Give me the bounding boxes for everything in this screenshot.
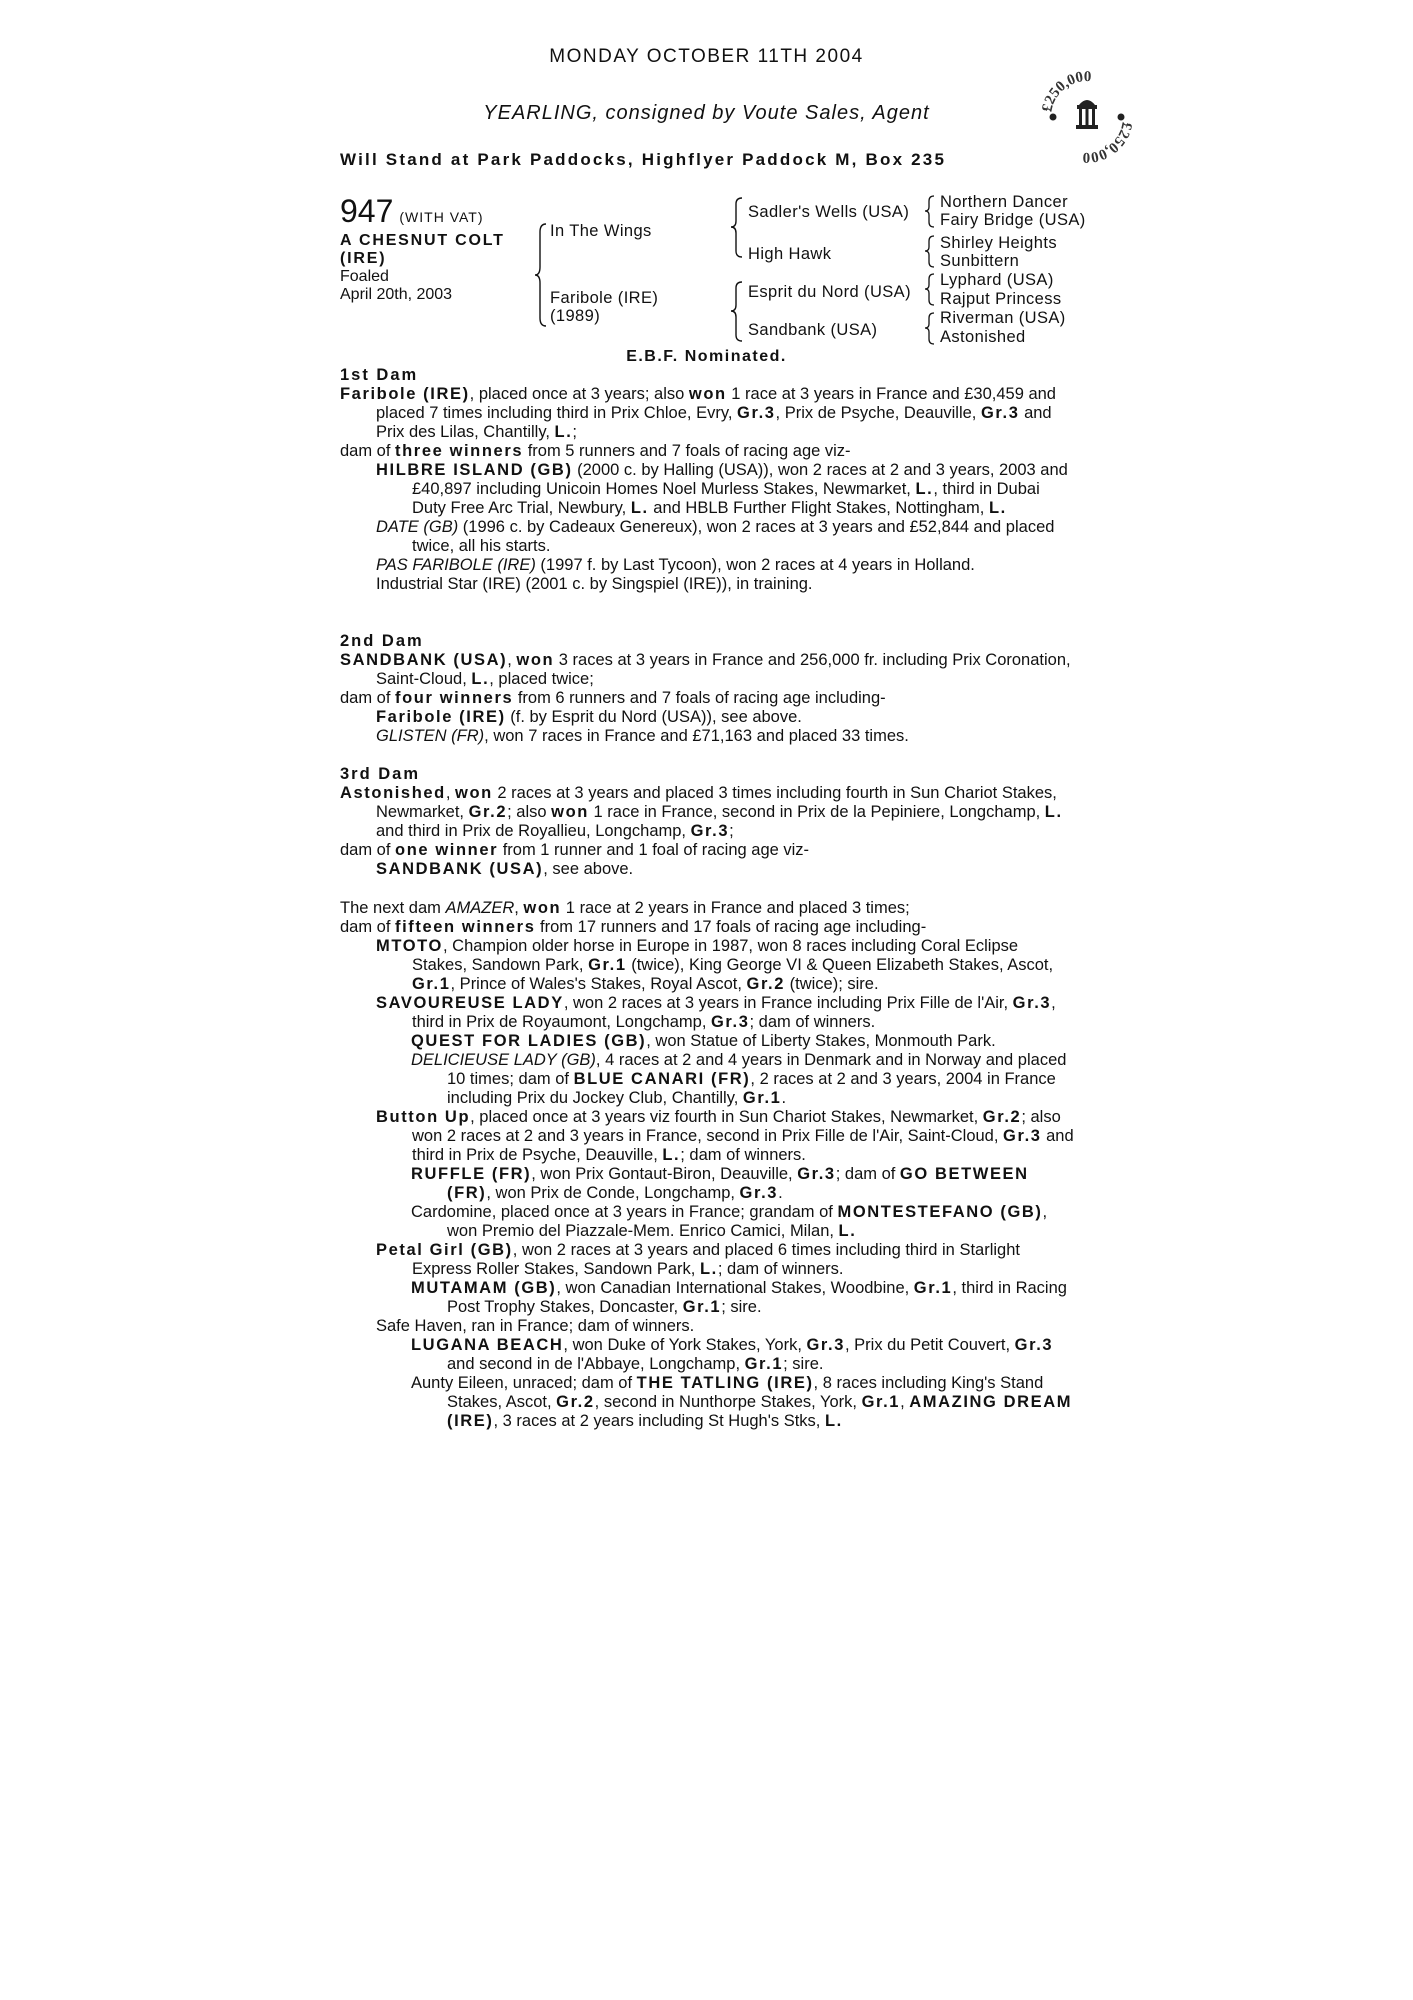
text-run: (twice), King George VI & Queen Elizabeth Stakes, Ascot, <box>626 956 1054 974</box>
text-run: dam of <box>340 442 396 460</box>
text-run: 1 race at 2 years in France and placed 3 times; <box>561 899 910 917</box>
text-run: Gr.1 <box>861 1393 901 1411</box>
text-run: , <box>507 651 517 669</box>
text-run: Astonished <box>340 784 446 802</box>
text-run: Gr.3 <box>1012 994 1052 1012</box>
text-run: , 3 races at 2 years including St Hugh's Stks, <box>493 1412 825 1430</box>
text-run: , Prince of Wales's Stakes, Royal Ascot, <box>450 975 747 993</box>
text-run: ; dam of winners. <box>749 1013 876 1031</box>
text-run: won <box>551 803 589 821</box>
text-run: MONTESTEFANO (GB) <box>837 1203 1043 1221</box>
text-run: , third in Racing Post Trophy Stakes, Doncaster, <box>447 1279 1067 1316</box>
text-run: , second in Nunthorpe Stakes, York, <box>594 1393 862 1411</box>
second-dam-record <box>340 651 1075 689</box>
brace-gen3-4 <box>924 311 936 347</box>
brace-gen3-2 <box>924 234 936 270</box>
sale-date: MONDAY OCTOBER 11TH 2004 <box>549 46 864 67</box>
text-run: ; <box>572 423 577 441</box>
text-run: , placed once at 3 years viz fourth in Sun Chariot Stakes, Newmarket, <box>470 1108 983 1126</box>
text-run: Faribole (IRE) <box>376 708 506 726</box>
text-run: HILBRE ISLAND (GB) <box>376 461 573 479</box>
text-run: (2000 c. by Halling (USA)), won 2 races at 2 and 3 years, 2003 and £40,897 including Unicoin Homes Noel Murless Stakes, Newmarket, <box>412 461 1068 498</box>
text-run: won <box>455 784 493 802</box>
produce-entry <box>340 1108 1075 1165</box>
text-run: ; also won 2 races at 2 and 3 years in France, second in Prix Fille de l'Air, Saint-Cloud, <box>412 1108 1061 1145</box>
text-run: ; <box>729 822 734 840</box>
consignment-line: YEARLING, consigned by Voute Sales, Agent <box>483 102 930 124</box>
svg-text:£250,000: £250,000 <box>1082 120 1135 166</box>
text-run: L. <box>838 1222 857 1240</box>
text-run: , <box>445 784 456 802</box>
text-run: . <box>781 1089 787 1107</box>
text-run: L. <box>915 480 934 498</box>
second-dam-produce-summary <box>340 689 1075 708</box>
text-run: Gr.1 <box>742 1089 782 1107</box>
text-run: (1996 c. by Cadeaux Genereux), won 2 races at 3 years and £52,844 and placed twice, all his starts. <box>412 518 1055 555</box>
third-dam-section <box>340 765 1075 879</box>
text-run: , 8 races including King's Stand Stakes, Ascot, <box>447 1374 1044 1411</box>
lot-number-block <box>340 193 484 230</box>
text-run: Gr.1 <box>682 1298 722 1316</box>
brace-gen1 <box>534 222 548 328</box>
text-run: Gr.3 <box>737 404 776 422</box>
produce-entry <box>340 1336 1075 1374</box>
text-run: Gr.3 <box>1014 1336 1054 1354</box>
text-run: MUTAMAM (GB) <box>411 1279 557 1297</box>
third-dam-produce-summary <box>340 841 1075 860</box>
stand-location: Will Stand at Park Paddocks, Highflyer Paddock M, Box 235 <box>340 150 947 169</box>
text-run: , third in Dubai Duty Free Arc Trial, Newbury, <box>412 480 1040 517</box>
pedigree-sire-sire: Sadler's Wells (USA) <box>748 203 910 221</box>
text-run: , won 2 races at 3 years and placed 6 times including third in Starlight Express Roller Stakes, Sandown Park, <box>412 1241 1020 1278</box>
text-run: Aunty Eileen, unraced; dam of <box>411 1374 637 1392</box>
produce-entry <box>340 1241 1075 1279</box>
vat-note: (WITH VAT) <box>399 209 484 225</box>
text-run: LUGANA BEACH <box>411 1336 564 1354</box>
text-run: from 1 runner and 1 foal of racing age viz- <box>498 841 810 859</box>
text-run: fifteen winners <box>395 918 536 936</box>
text-run: (twice); sire. <box>785 975 879 993</box>
pedigree-dam <box>550 289 658 325</box>
text-run: won <box>523 899 562 917</box>
text-run: and third in Prix de Psyche, Deauville, <box>412 1127 1074 1164</box>
text-run: , Prix de Psyche, Deauville, <box>775 404 981 422</box>
second-dam-heading: 2nd Dam <box>340 632 424 650</box>
text-run: , won Statue of Liberty Stakes, Monmouth Park. <box>646 1032 996 1050</box>
text-run: Gr.3 <box>806 1336 845 1354</box>
text-run: and third in Prix de Royallieu, Longchamp, <box>376 822 691 840</box>
text-run: and Prix des Lilas, Chantilly, <box>376 404 1052 441</box>
text-run: and HBLB Further Flight Stakes, Nottingham, <box>648 499 989 517</box>
text-run: PAS FARIBOLE (IRE) <box>376 556 536 574</box>
text-run: Gr.2 <box>556 1393 595 1411</box>
pedigree-gen3-4: Sunbittern <box>940 252 1020 270</box>
text-run: . <box>778 1184 783 1202</box>
text-run: from 6 runners and 7 foals of racing age including- <box>513 689 886 707</box>
text-run: Petal Girl (GB) <box>376 1241 513 1259</box>
text-run: (1997 f. by Last Tycoon), won 2 races at 4 years in Holland. <box>535 556 975 574</box>
text-run: , won Prix Gontaut-Biron, Deauville, <box>531 1165 798 1183</box>
produce-entry <box>340 1374 1075 1431</box>
text-run: Gr.2 <box>982 1108 1022 1126</box>
text-run: L. <box>824 1412 843 1430</box>
text-run: L. <box>662 1146 681 1164</box>
text-run: Gr.1 <box>913 1279 953 1297</box>
pedigree-dam-name: Faribole (IRE) <box>550 289 659 307</box>
text-run: QUEST FOR LADIES (GB) <box>411 1032 647 1050</box>
next-dam-section <box>340 899 1075 1431</box>
first-dam-section <box>340 366 1075 594</box>
text-run: one winner <box>395 841 499 859</box>
produce-entry <box>340 461 1075 518</box>
text-run: Gr.2 <box>746 975 786 993</box>
text-run: from 17 runners and 17 foals of racing age including- <box>535 918 927 936</box>
first-dam-heading: 1st Dam <box>340 366 419 384</box>
pedigree-gen3-6: Rajput Princess <box>940 290 1062 308</box>
text-run: three winners <box>395 442 524 460</box>
text-run: GLISTEN (FR) <box>376 727 485 745</box>
pedigree-gen3-8: Astonished <box>940 328 1026 346</box>
text-run: The next dam <box>340 899 446 917</box>
text-run: 1 race in France, second in Prix de la Pepiniere, Longchamp, <box>588 803 1045 821</box>
next-dam-produce-summary <box>340 918 1075 937</box>
produce-entry <box>340 994 1075 1032</box>
text-run: RUFFLE (FR) <box>411 1165 532 1183</box>
text-run: Gr.3 <box>797 1165 836 1183</box>
svg-text:£250,000: £250,000 <box>1039 68 1092 114</box>
third-dam-heading: 3rd Dam <box>340 765 421 783</box>
text-run: Gr.3 <box>711 1013 750 1031</box>
text-run: Button Up <box>376 1108 471 1126</box>
text-run: L. <box>1044 803 1063 821</box>
produce-entry <box>340 937 1075 994</box>
pedigree-sire-dam: High Hawk <box>748 245 832 263</box>
dam-name: Faribole (IRE) <box>340 385 470 403</box>
text-run: AMAZER <box>445 899 515 917</box>
brace-gen2-sire <box>730 196 744 260</box>
next-dam-record <box>340 899 1075 918</box>
text-run: Gr.1 <box>412 975 451 993</box>
text-run: , placed once at 3 years; also <box>469 385 689 403</box>
text-run: SANDBANK (USA) <box>376 860 544 878</box>
text-run: (f. by Esprit du Nord (USA)), see above. <box>505 708 802 726</box>
produce-entry <box>340 1203 1075 1241</box>
text-run: ; sire. <box>783 1355 824 1373</box>
brace-gen2-dam <box>730 280 744 344</box>
produce-entry <box>340 1051 1075 1108</box>
pedigree-dam-year: (1989) <box>550 307 601 325</box>
text-run: , won Canadian International Stakes, Woodbine, <box>556 1279 914 1297</box>
text-run: L. <box>554 423 573 441</box>
text-run: Gr.2 <box>468 803 508 821</box>
text-run: , Champion older horse in Europe in 1987, won 8 races including Coral Eclipse Stakes, Sandown Park, <box>412 937 1019 974</box>
text-run: , <box>514 899 524 917</box>
text-run: SAVOUREUSE LADY <box>376 994 564 1012</box>
foaled-date: April 20th, 2003 <box>340 286 453 303</box>
text-run: ; dam of <box>835 1165 900 1183</box>
lot-number: 947 <box>340 193 394 229</box>
text-run: AMAZING DREAM (IRE) <box>447 1393 1073 1430</box>
text-run: four winners <box>395 689 514 707</box>
pedigree-gen3-3: Shirley Heights <box>940 234 1057 252</box>
foaled-label: Foaled <box>340 268 389 285</box>
pedigree-dam-sire: Esprit du Nord (USA) <box>748 283 911 301</box>
text-run: dam of <box>340 918 396 936</box>
produce-entry <box>340 518 1075 556</box>
produce-entry <box>340 708 1075 727</box>
text-run: Gr.1 <box>744 1355 784 1373</box>
price-seal-logo <box>1037 67 1137 167</box>
text-run: , won 7 races in France and £71,163 and placed 33 times. <box>484 727 909 745</box>
text-run: Gr.3 <box>690 822 730 840</box>
text-run: , won Premio del Piazzale-Mem. Enrico Camici, Milan, <box>447 1203 1048 1240</box>
text-run: dam of <box>340 841 396 859</box>
first-dam-record <box>340 385 1075 442</box>
produce-entry <box>340 727 1075 746</box>
text-run: Gr.1 <box>588 956 627 974</box>
third-dam-record <box>340 784 1075 841</box>
text-run: and second in de l'Abbaye, Longchamp, <box>447 1355 745 1373</box>
text-run: DELICIEUSE LADY (GB) <box>411 1051 596 1069</box>
text-run: DATE (GB) <box>376 518 459 536</box>
produce-entry <box>340 1032 1075 1051</box>
text-run: won <box>516 651 555 669</box>
pedigree-gen3-5: Lyphard (USA) <box>940 271 1054 289</box>
colt-line1: A CHESNUT COLT <box>340 232 505 249</box>
text-run: L. <box>471 670 490 688</box>
text-run: won <box>688 385 727 403</box>
pedigree-gen3-1: Northern Dancer <box>940 193 1068 211</box>
text-run: THE TATLING (IRE) <box>636 1374 814 1392</box>
text-run: MTOTO <box>376 937 443 955</box>
text-run: ; also <box>507 803 552 821</box>
text-run: , 4 races at 2 and 4 years in Denmark and in Norway and placed 10 times; dam of <box>447 1051 1067 1088</box>
text-run: Gr.3 <box>980 404 1020 422</box>
brace-gen3-3 <box>924 272 936 308</box>
text-run: ; dam of winners. <box>680 1146 806 1164</box>
text-run: , won 2 races at 3 years in France including Prix Fille de l'Air, <box>563 994 1013 1012</box>
text-run: , see above. <box>543 860 634 878</box>
ebf-nominated: E.B.F. Nominated. <box>626 348 787 365</box>
text-run: ; dam of winners. <box>717 1260 844 1278</box>
pedigree-gen3-2: Fairy Bridge (USA) <box>940 211 1086 229</box>
produce-entry <box>340 860 1075 879</box>
text-run: , <box>900 1393 910 1411</box>
text-run: , 2 races at 2 and 3 years, 2004 in France including Prix du Jockey Club, Chantilly, <box>447 1070 1056 1107</box>
text-run: , placed twice; <box>489 670 594 688</box>
second-dam-section <box>340 632 1075 746</box>
text-run: 1 race at 3 years in France and £30,459 and placed 7 times including third in Prix Chloe, Evry, <box>376 385 1056 422</box>
text-run: Cardomine, placed once at 3 years in France; grandam of <box>411 1203 838 1221</box>
lot-description <box>340 232 505 304</box>
text-run: , third in Prix de Royaumont, Longchamp, <box>412 994 1056 1031</box>
produce-entry <box>340 556 1075 575</box>
produce-entry: Industrial Star (IRE) (2001 c. by Singspiel (IRE)), in training. <box>376 575 813 593</box>
text-run: L. <box>988 499 1007 517</box>
pedigree-sire: In The Wings <box>550 222 652 240</box>
text-run: ; sire. <box>721 1298 762 1316</box>
text-run: 3 races at 3 years in France and 256,000 fr. including Prix Coronation, Saint-Cloud, <box>376 651 1071 688</box>
text-run: from 5 runners and 7 foals of racing age viz- <box>523 442 851 460</box>
brace-gen3-1 <box>924 194 936 230</box>
pedigree-gen3-7: Riverman (USA) <box>940 309 1066 327</box>
produce-entry <box>340 1165 1075 1203</box>
produce-entry <box>340 1279 1075 1317</box>
text-run: SANDBANK (USA) <box>340 651 508 669</box>
text-run: L. <box>630 499 649 517</box>
text-run: , won Duke of York Stakes, York, <box>563 1336 807 1354</box>
text-run: , Prix du Petit Couvert, <box>845 1336 1015 1354</box>
pedigree-dam-dam: Sandbank (USA) <box>748 321 878 339</box>
text-run: Gr.3 <box>739 1184 779 1202</box>
produce-entry: Safe Haven, ran in France; dam of winners. <box>376 1317 695 1335</box>
text-run: L. <box>699 1260 718 1278</box>
colt-line2: (IRE) <box>340 250 387 267</box>
text-run: Gr.3 <box>1003 1127 1042 1145</box>
text-run: dam of <box>340 689 396 707</box>
text-run: GO BETWEEN (FR) <box>447 1165 1029 1202</box>
text-run: 2 races at 3 years and placed 3 times including fourth in Sun Chariot Stakes, Newmarket, <box>376 784 1057 821</box>
first-dam-produce-summary <box>340 442 1075 461</box>
text-run: BLUE CANARI (FR) <box>573 1070 751 1088</box>
text-run: , won Prix de Conde, Longchamp, <box>486 1184 740 1202</box>
